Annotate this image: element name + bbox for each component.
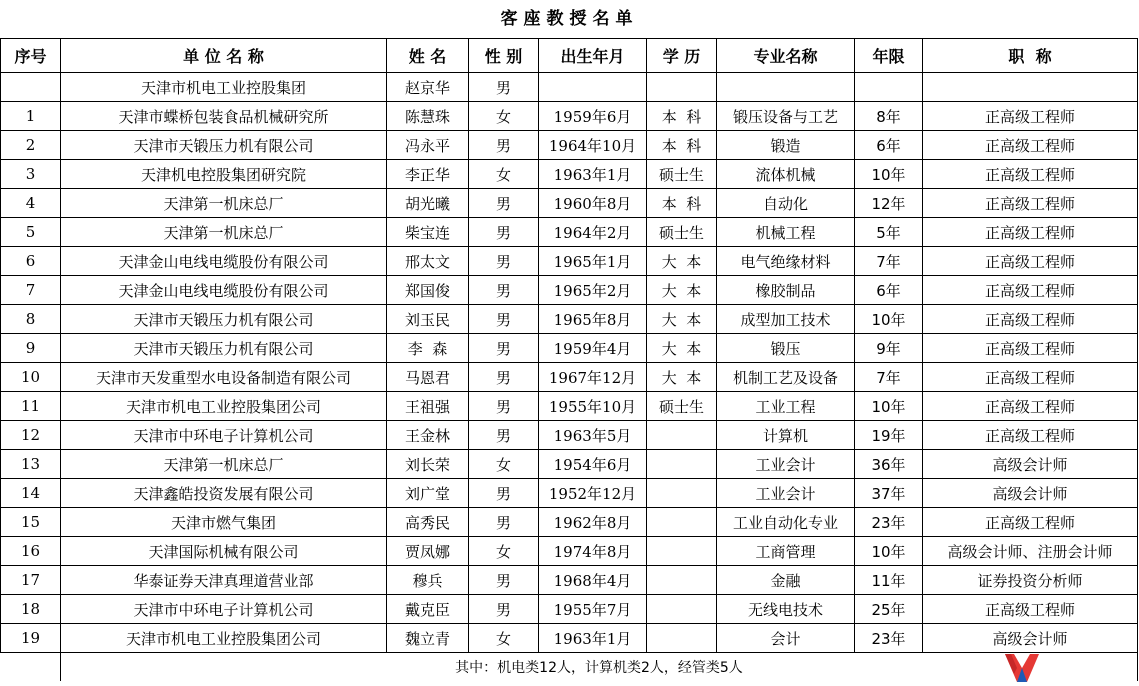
cell-no: 14: [1, 479, 61, 508]
cell-title: 正高级工程师: [923, 131, 1138, 160]
header-gender: 性 别: [469, 39, 539, 73]
header-name: 姓 名: [387, 39, 469, 73]
cell-edu: [647, 624, 717, 653]
cell-no: 3: [1, 160, 61, 189]
table-row: [1, 102, 1138, 131]
cell-major: 金融: [717, 566, 855, 595]
cell-title: 正高级工程师: [923, 160, 1138, 189]
cell-name: 胡光曦: [387, 189, 469, 218]
cell-birth: 1964年2月: [539, 218, 647, 247]
cell-years: 10年: [855, 160, 923, 189]
cell-edu: [647, 566, 717, 595]
header-row: [1, 39, 1138, 73]
cell-name: 贾凤娜: [387, 537, 469, 566]
table-row: [1, 189, 1138, 218]
header-unit: 单 位 名 称: [61, 39, 387, 73]
cell-name: 刘广堂: [387, 479, 469, 508]
header-birth: 出生年月: [539, 39, 647, 73]
table-row: [1, 421, 1138, 450]
cell-no: 10: [1, 363, 61, 392]
cell-edu: 大 本: [647, 276, 717, 305]
header-years: 年限: [855, 39, 923, 73]
cell-birth: 1965年2月: [539, 276, 647, 305]
summary-text: 其中：机电类12人，计算机类2人，经管类5人: [61, 653, 1138, 682]
cell-edu: [647, 73, 717, 102]
cell-name: 陈慧珠: [387, 102, 469, 131]
cell-gender: 女: [469, 450, 539, 479]
cell-gender: 男: [469, 305, 539, 334]
cell-birth: 1955年10月: [539, 392, 647, 421]
cell-no: 1: [1, 102, 61, 131]
cell-gender: 女: [469, 160, 539, 189]
table-row: [1, 334, 1138, 363]
cell-no: 13: [1, 450, 61, 479]
cell-no: 17: [1, 566, 61, 595]
cell-years: 6年: [855, 131, 923, 160]
cell-edu: [647, 421, 717, 450]
cell-unit: 天津金山电线电缆股份有限公司: [61, 247, 387, 276]
table-row: [1, 305, 1138, 334]
cell-years: 12年: [855, 189, 923, 218]
cell-years: 9年: [855, 334, 923, 363]
cell-no: 18: [1, 595, 61, 624]
cell-edu: 本 科: [647, 102, 717, 131]
cell-birth: 1962年8月: [539, 508, 647, 537]
cell-no: 15: [1, 508, 61, 537]
cell-name: 李正华: [387, 160, 469, 189]
cell-gender: 男: [469, 479, 539, 508]
cell-years: 19年: [855, 421, 923, 450]
cell-unit: 天津市中环电子计算机公司: [61, 421, 387, 450]
cell-major: 工业工程: [717, 392, 855, 421]
cell-unit: 天津市天发重型水电设备制造有限公司: [61, 363, 387, 392]
cell-major: 机制工艺及设备: [717, 363, 855, 392]
table-row: [1, 392, 1138, 421]
cell-unit: 天津市燃气集团: [61, 508, 387, 537]
cell-title: 正高级工程师: [923, 508, 1138, 537]
professor-table: [0, 38, 1138, 681]
cell-gender: 男: [469, 247, 539, 276]
cell-no: [1, 73, 61, 102]
cell-unit: 天津市天锻压力机有限公司: [61, 131, 387, 160]
cell-no: 12: [1, 421, 61, 450]
cell-birth: 1959年4月: [539, 334, 647, 363]
table-row: [1, 624, 1138, 653]
cell-years: 25年: [855, 595, 923, 624]
cell-edu: 大 本: [647, 363, 717, 392]
cell-title: 正高级工程师: [923, 305, 1138, 334]
cell-birth: 1967年12月: [539, 363, 647, 392]
cell-unit: 天津市机电工业控股集团公司: [61, 392, 387, 421]
cell-edu: 大 本: [647, 247, 717, 276]
cell-gender: 男: [469, 276, 539, 305]
cell-title: [923, 73, 1138, 102]
cell-birth: 1959年6月: [539, 102, 647, 131]
cell-birth: 1960年8月: [539, 189, 647, 218]
cell-years: 23年: [855, 624, 923, 653]
cell-edu: [647, 595, 717, 624]
cell-birth: 1955年7月: [539, 595, 647, 624]
cell-major: 锻压设备与工艺: [717, 102, 855, 131]
cell-unit: 天津市蝶桥包装食品机械研究所: [61, 102, 387, 131]
cell-unit: 天津金山电线电缆股份有限公司: [61, 276, 387, 305]
cell-title: 正高级工程师: [923, 595, 1138, 624]
cell-gender: 男: [469, 73, 539, 102]
header-title: 职 称: [923, 39, 1138, 73]
cell-title: 高级会计师、注册会计师: [923, 537, 1138, 566]
cell-title: 高级会计师: [923, 479, 1138, 508]
cell-edu: 硕士生: [647, 392, 717, 421]
cell-years: 6年: [855, 276, 923, 305]
cell-gender: 女: [469, 102, 539, 131]
cell-title: 正高级工程师: [923, 218, 1138, 247]
cell-birth: 1963年1月: [539, 624, 647, 653]
cell-no: 11: [1, 392, 61, 421]
cell-major: 工商管理: [717, 537, 855, 566]
cell-gender: 女: [469, 537, 539, 566]
cell-years: [855, 73, 923, 102]
cell-unit: 天津第一机床总厂: [61, 218, 387, 247]
cell-edu: [647, 508, 717, 537]
cell-unit: 天津鑫皓投资发展有限公司: [61, 479, 387, 508]
cell-edu: 硕士生: [647, 160, 717, 189]
cell-unit: 华泰证券天津真理道营业部: [61, 566, 387, 595]
cell-years: 8年: [855, 102, 923, 131]
cell-major: 橡胶制品: [717, 276, 855, 305]
table-row: [1, 363, 1138, 392]
cell-unit: 天津第一机床总厂: [61, 189, 387, 218]
cell-title: 正高级工程师: [923, 392, 1138, 421]
table-row: [1, 566, 1138, 595]
cell-name: 刘玉民: [387, 305, 469, 334]
cell-unit: 天津市天锻压力机有限公司: [61, 334, 387, 363]
summary-row: [1, 653, 1138, 682]
cell-unit: 天津机电控股集团研究院: [61, 160, 387, 189]
cell-years: 7年: [855, 247, 923, 276]
cell-gender: 男: [469, 363, 539, 392]
cell-gender: 男: [469, 189, 539, 218]
cell-no: 5: [1, 218, 61, 247]
cell-unit: 天津市天锻压力机有限公司: [61, 305, 387, 334]
cell-name: 李 森: [387, 334, 469, 363]
cell-major: 计算机: [717, 421, 855, 450]
cell-major: 锻造: [717, 131, 855, 160]
cell-major: 流体机械: [717, 160, 855, 189]
cell-name: 魏立青: [387, 624, 469, 653]
cell-name: 刘长荣: [387, 450, 469, 479]
cell-no: 8: [1, 305, 61, 334]
table-row: [1, 131, 1138, 160]
table-row: [1, 450, 1138, 479]
cell-major: [717, 73, 855, 102]
cell-title: 正高级工程师: [923, 421, 1138, 450]
table-row: [1, 595, 1138, 624]
cell-birth: 1965年8月: [539, 305, 647, 334]
cell-gender: 男: [469, 334, 539, 363]
cell-unit: 天津第一机床总厂: [61, 450, 387, 479]
cell-gender: 男: [469, 218, 539, 247]
table-row: [1, 247, 1138, 276]
cell-years: 10年: [855, 305, 923, 334]
cell-birth: 1952年12月: [539, 479, 647, 508]
cell-edu: [647, 537, 717, 566]
cell-birth: 1963年1月: [539, 160, 647, 189]
table-row: [1, 73, 1138, 102]
cell-years: 5年: [855, 218, 923, 247]
cell-years: 10年: [855, 537, 923, 566]
cell-major: 电气绝缘材料: [717, 247, 855, 276]
header-major: 专业名称: [717, 39, 855, 73]
cell-unit: 天津国际机械有限公司: [61, 537, 387, 566]
cell-years: 11年: [855, 566, 923, 595]
cell-edu: 大 本: [647, 305, 717, 334]
cell-no: 9: [1, 334, 61, 363]
cell-name: 邢太文: [387, 247, 469, 276]
cell-major: 工业自动化专业: [717, 508, 855, 537]
table-row: [1, 160, 1138, 189]
cell-years: 10年: [855, 392, 923, 421]
cell-name: 赵京华: [387, 73, 469, 102]
cell-title: 正高级工程师: [923, 189, 1138, 218]
cell-major: 成型加工技术: [717, 305, 855, 334]
cell-name: 冯永平: [387, 131, 469, 160]
cell-no: 6: [1, 247, 61, 276]
cell-major: 工业会计: [717, 450, 855, 479]
cell-title: 正高级工程师: [923, 334, 1138, 363]
cell-gender: 男: [469, 595, 539, 624]
cell-years: 23年: [855, 508, 923, 537]
table-row: [1, 508, 1138, 537]
cell-gender: 男: [469, 131, 539, 160]
cell-birth: 1964年10月: [539, 131, 647, 160]
cell-edu: [647, 479, 717, 508]
cell-title: 正高级工程师: [923, 102, 1138, 131]
cell-major: 无线电技术: [717, 595, 855, 624]
table-row: [1, 218, 1138, 247]
cell-edu: 本 科: [647, 131, 717, 160]
table-row: [1, 276, 1138, 305]
cell-name: 郑国俊: [387, 276, 469, 305]
cell-title: 高级会计师: [923, 450, 1138, 479]
cell-title: 证券投资分析师: [923, 566, 1138, 595]
cell-major: 会计: [717, 624, 855, 653]
cell-title: 正高级工程师: [923, 276, 1138, 305]
cell-birth: 1963年5月: [539, 421, 647, 450]
header-edu: 学 历: [647, 39, 717, 73]
cell-no: 19: [1, 624, 61, 653]
cell-gender: 男: [469, 421, 539, 450]
cell-name: 高秀民: [387, 508, 469, 537]
cell-gender: 男: [469, 392, 539, 421]
cell-title: 高级会计师: [923, 624, 1138, 653]
cell-no: 2: [1, 131, 61, 160]
cell-name: 王祖强: [387, 392, 469, 421]
cell-birth: 1974年8月: [539, 537, 647, 566]
cell-no: 7: [1, 276, 61, 305]
cell-years: 37年: [855, 479, 923, 508]
cell-title: 正高级工程师: [923, 247, 1138, 276]
cell-birth: 1954年6月: [539, 450, 647, 479]
summary-spacer: [1, 653, 61, 682]
cell-major: 机械工程: [717, 218, 855, 247]
cell-unit: 天津市中环电子计算机公司: [61, 595, 387, 624]
cell-edu: 硕士生: [647, 218, 717, 247]
cell-birth: 1968年4月: [539, 566, 647, 595]
cell-name: 柴宝连: [387, 218, 469, 247]
cell-birth: [539, 73, 647, 102]
cell-major: 自动化: [717, 189, 855, 218]
cell-name: 王金林: [387, 421, 469, 450]
table-row: [1, 479, 1138, 508]
cell-major: 工业会计: [717, 479, 855, 508]
cell-unit: 天津市机电工业控股集团: [61, 73, 387, 102]
cell-unit: 天津市机电工业控股集团公司: [61, 624, 387, 653]
cell-major: 锻压: [717, 334, 855, 363]
page-title: 客座教授名单: [500, 9, 639, 29]
cell-name: 马恩君: [387, 363, 469, 392]
cell-edu: 大 本: [647, 334, 717, 363]
cell-name: 穆兵: [387, 566, 469, 595]
logo-icon: [1005, 654, 1039, 682]
header-no: 序号: [1, 39, 61, 73]
cell-gender: 男: [469, 566, 539, 595]
table-row: [1, 537, 1138, 566]
cell-gender: 女: [469, 624, 539, 653]
cell-title: 正高级工程师: [923, 363, 1138, 392]
cell-name: 戴克臣: [387, 595, 469, 624]
cell-years: 36年: [855, 450, 923, 479]
cell-birth: 1965年1月: [539, 247, 647, 276]
cell-gender: 男: [469, 508, 539, 537]
cell-no: 4: [1, 189, 61, 218]
cell-edu: 本 科: [647, 189, 717, 218]
cell-years: 7年: [855, 363, 923, 392]
cell-no: 16: [1, 537, 61, 566]
cell-edu: [647, 450, 717, 479]
